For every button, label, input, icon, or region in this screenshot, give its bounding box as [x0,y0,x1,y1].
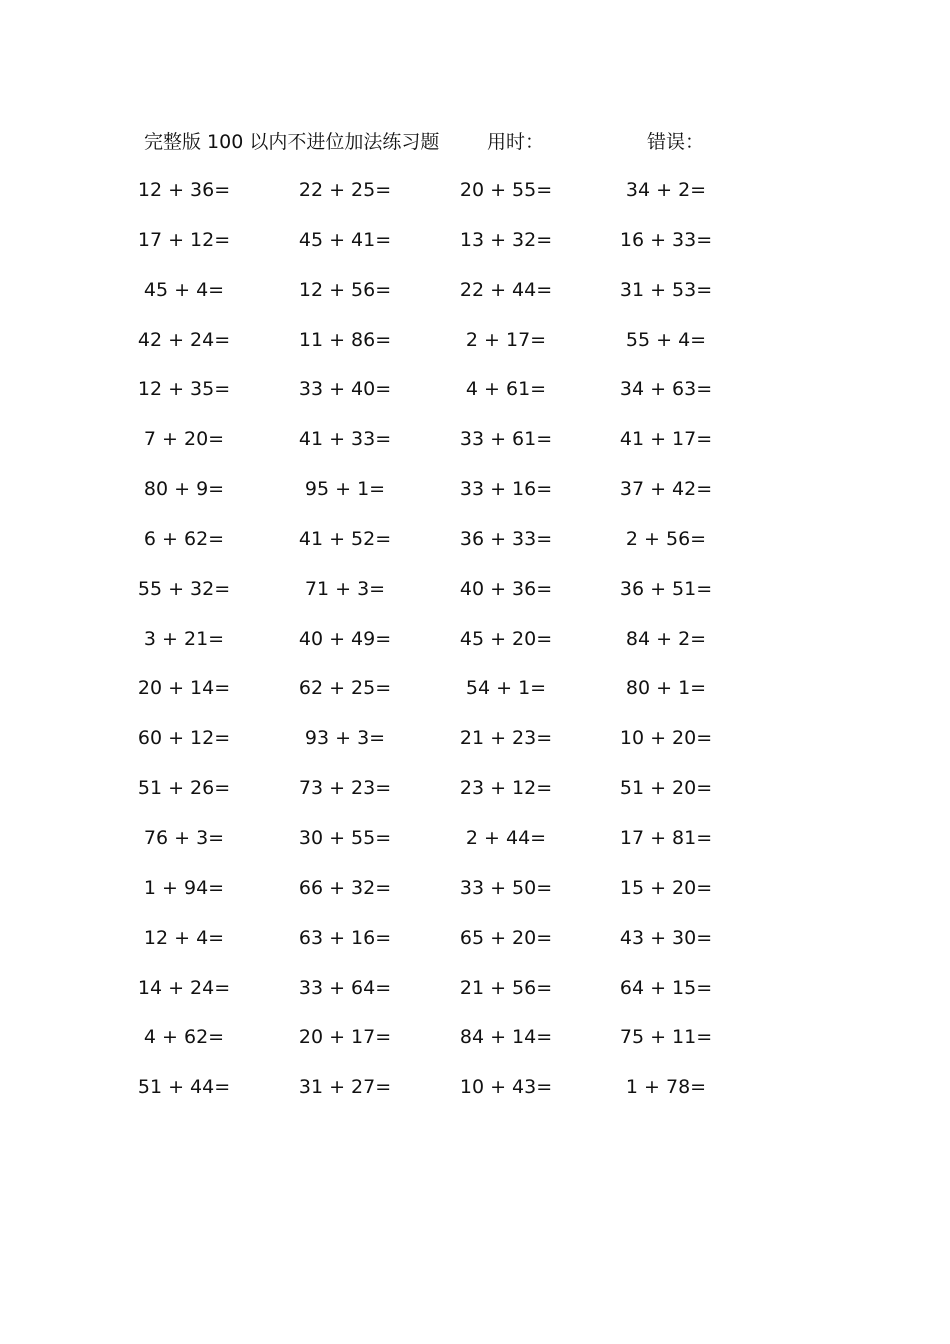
addition-problem: 22 + 44= [459,278,553,301]
addition-problem: 60 + 12= [137,727,231,750]
addition-problem: 17 + 81= [619,826,713,849]
addition-problem: 1 + 94= [143,876,225,899]
addition-problem: 76 + 3= [143,826,225,849]
addition-problem: 93 + 3= [304,727,386,750]
addition-problem: 65 + 20= [459,926,553,949]
problem-row [0,175,950,225]
problem-row [0,474,950,524]
time-used-label: 用时： [487,131,545,153]
addition-problem: 37 + 42= [619,478,713,501]
addition-problem: 63 + 16= [298,926,392,949]
addition-problem: 2 + 17= [465,328,547,351]
addition-problem: 66 + 32= [298,876,392,899]
addition-problem: 11 + 86= [298,328,392,351]
addition-problem: 2 + 56= [625,527,707,550]
problem-row [0,275,950,325]
addition-problem: 84 + 2= [625,627,707,650]
addition-problem: 41 + 52= [298,527,392,550]
addition-problem: 34 + 63= [619,378,713,401]
addition-problem: 75 + 11= [619,1026,713,1049]
addition-problem: 36 + 51= [619,577,713,600]
problem-row [0,673,950,723]
addition-problem: 33 + 64= [298,976,392,999]
addition-problem: 14 + 24= [137,976,231,999]
addition-problem: 4 + 62= [143,1026,225,1049]
addition-problem: 13 + 32= [459,228,553,251]
addition-problem: 20 + 55= [459,179,553,201]
addition-problem: 12 + 36= [137,179,231,201]
addition-problem: 12 + 35= [137,378,231,401]
addition-problem: 95 + 1= [304,478,386,501]
problem-row [0,723,950,773]
problem-row [0,923,950,973]
addition-problem: 51 + 26= [137,777,231,800]
addition-problem: 33 + 61= [459,428,553,451]
addition-problem: 21 + 23= [459,727,553,750]
addition-problem: 16 + 33= [619,228,713,251]
addition-problem: 41 + 17= [619,428,713,451]
addition-problem: 31 + 53= [619,278,713,301]
problem-row [0,574,950,624]
addition-problem: 21 + 56= [459,976,553,999]
worksheet-header [0,127,950,157]
addition-problem: 36 + 33= [459,527,553,550]
problem-grid [0,175,950,1122]
addition-problem: 34 + 2= [625,179,707,201]
addition-problem: 84 + 14= [459,1026,553,1049]
addition-problem: 45 + 20= [459,627,553,650]
addition-problem: 42 + 24= [137,328,231,351]
addition-problem: 43 + 30= [619,926,713,949]
addition-problem: 23 + 12= [459,777,553,800]
addition-problem: 20 + 14= [137,677,231,700]
addition-problem: 33 + 40= [298,378,392,401]
addition-problem: 80 + 1= [625,677,707,700]
addition-problem: 10 + 43= [459,1076,553,1099]
addition-problem: 51 + 20= [619,777,713,800]
addition-problem: 20 + 17= [298,1026,392,1049]
addition-problem: 41 + 33= [298,428,392,451]
addition-problem: 55 + 32= [137,577,231,600]
problem-row [0,1072,950,1122]
addition-problem: 71 + 3= [304,577,386,600]
addition-problem: 17 + 12= [137,228,231,251]
addition-problem: 33 + 16= [459,478,553,501]
addition-problem: 1 + 78= [625,1076,707,1099]
addition-problem: 73 + 23= [298,777,392,800]
addition-problem: 12 + 56= [298,278,392,301]
addition-problem: 55 + 4= [625,328,707,351]
addition-problem: 15 + 20= [619,876,713,899]
addition-problem: 33 + 50= [459,876,553,899]
problem-row [0,624,950,674]
addition-problem: 6 + 62= [143,527,225,550]
addition-problem: 10 + 20= [619,727,713,750]
addition-problem: 54 + 1= [465,677,547,700]
addition-problem: 62 + 25= [298,677,392,700]
addition-problem: 3 + 21= [143,627,225,650]
addition-problem: 30 + 55= [298,826,392,849]
addition-problem: 80 + 9= [143,478,225,501]
problem-row [0,225,950,275]
addition-problem: 4 + 61= [465,378,547,401]
problem-row [0,424,950,474]
addition-problem: 31 + 27= [298,1076,392,1099]
problem-row [0,823,950,873]
worksheet-title: 完整版 100 以内不进位加法练习题 [144,131,440,153]
problem-row [0,325,950,375]
addition-problem: 40 + 49= [298,627,392,650]
problem-row [0,374,950,424]
addition-problem: 7 + 20= [143,428,225,451]
errors-label: 错误： [647,131,705,153]
problem-row [0,973,950,1023]
addition-problem: 22 + 25= [298,179,392,201]
addition-problem: 45 + 4= [143,278,225,301]
addition-problem: 64 + 15= [619,976,713,999]
problem-row [0,773,950,823]
addition-problem: 45 + 41= [298,228,392,251]
problem-row [0,524,950,574]
addition-problem: 2 + 44= [465,826,547,849]
addition-problem: 12 + 4= [143,926,225,949]
problem-row [0,1022,950,1072]
addition-problem: 40 + 36= [459,577,553,600]
problem-row [0,873,950,923]
addition-problem: 51 + 44= [137,1076,231,1099]
